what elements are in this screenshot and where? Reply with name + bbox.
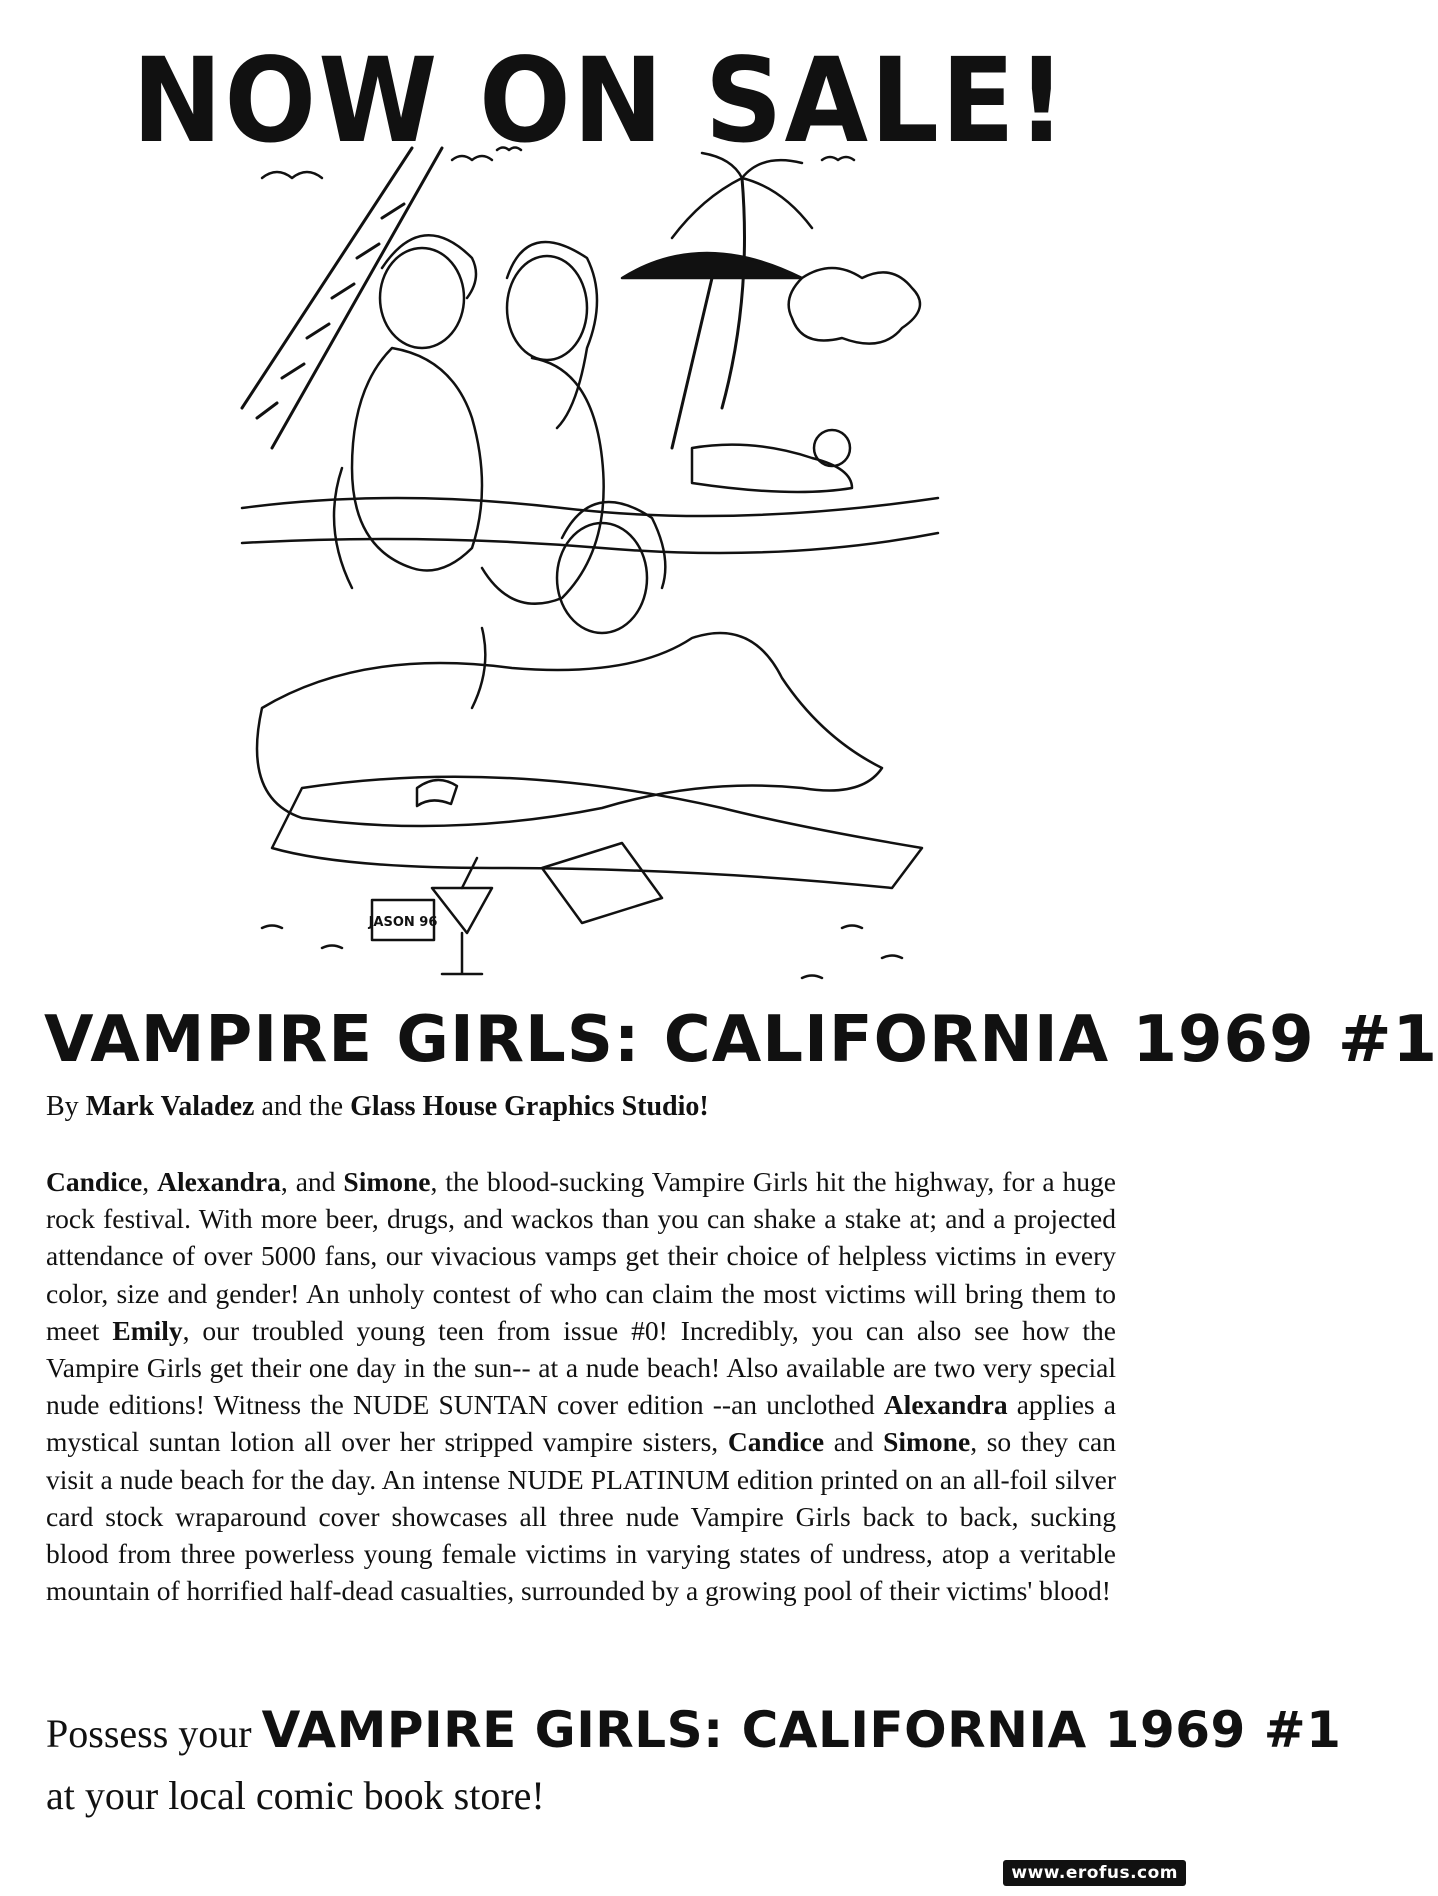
- text-span: ,: [142, 1166, 158, 1197]
- beach-scene-illustration-icon: [242, 148, 938, 990]
- character-name: Simone: [343, 1166, 431, 1197]
- text-span: and: [824, 1426, 884, 1458]
- text-span: , so they can visit a nude beach for the day. An intense NUDE PLATINUM edition printed on an all-foil silver card stock wraparound cover showcases all three nude Vampire Girls back to back, sucking blood from three powerless young female victims in varying states of undress, atop a veritable mountain of horrified half-dead casualties, surrounded by a growing pool of their victims' blood!: [46, 1426, 1116, 1607]
- seagull-icon: [452, 156, 492, 160]
- character-name: Simone: [883, 1426, 971, 1458]
- character-name: Alexandra: [157, 1166, 281, 1197]
- cta-title: VAMPIRE GIRLS: CALIFORNIA 1969 #1: [261, 1701, 1342, 1759]
- author-name: Mark Valadez: [85, 1091, 255, 1122]
- watermark-link[interactable]: www.erofus.com: [1003, 1860, 1186, 1886]
- text-span: , the blood-sucking Vampire Girls hit the highway, for a huge rock festival. With more beer, drugs, and wackos than you can shake a stake at; and a projected attendance of over 5000 fans, our vivacious vamps get their choice of helpless victims in every color, size and gender! An unholy contest of who can claim the most victims will bring them to meet: [46, 1166, 1116, 1346]
- text-span: , and: [280, 1166, 344, 1197]
- byline: [46, 1090, 709, 1124]
- character-name: Candice: [727, 1426, 825, 1458]
- cta-prefix: Possess your: [46, 1711, 262, 1756]
- call-to-action: [46, 1700, 1342, 1760]
- byline-middle: and the: [254, 1091, 351, 1122]
- artist-signature: JASON 96: [368, 915, 438, 930]
- seagull-icon: [497, 148, 521, 151]
- character-name: Emily: [112, 1314, 183, 1346]
- character-name: Candice: [46, 1166, 143, 1197]
- text-span: , our troubled young teen from issue #0! Incredibly, you can also see how the Vampire Girls get their one day in the sun-- at a nude beach! Also available are two very special nude editions! Witness the NUDE SUNTAN cover edition --an unclothed: [46, 1314, 1117, 1421]
- studio-name: Glass House Graphics Studio!: [350, 1091, 709, 1122]
- beach-scene-illustration: [242, 148, 938, 990]
- character-name: Alexandra: [883, 1389, 1008, 1421]
- description-paragraph: [46, 1163, 1116, 1609]
- seagull-icon: [822, 157, 854, 160]
- comic-title: VAMPIRE GIRLS: CALIFORNIA 1969 #1: [44, 1003, 1438, 1077]
- cta-line2: at your local comic book store!: [46, 1773, 545, 1818]
- headline: NOW ON SALE!: [132, 33, 1068, 169]
- seagull-icon: [262, 172, 322, 178]
- byline-prefix: By: [46, 1091, 86, 1122]
- text-span: applies a mystical suntan lotion all over her stripped vampire sisters,: [46, 1389, 1116, 1458]
